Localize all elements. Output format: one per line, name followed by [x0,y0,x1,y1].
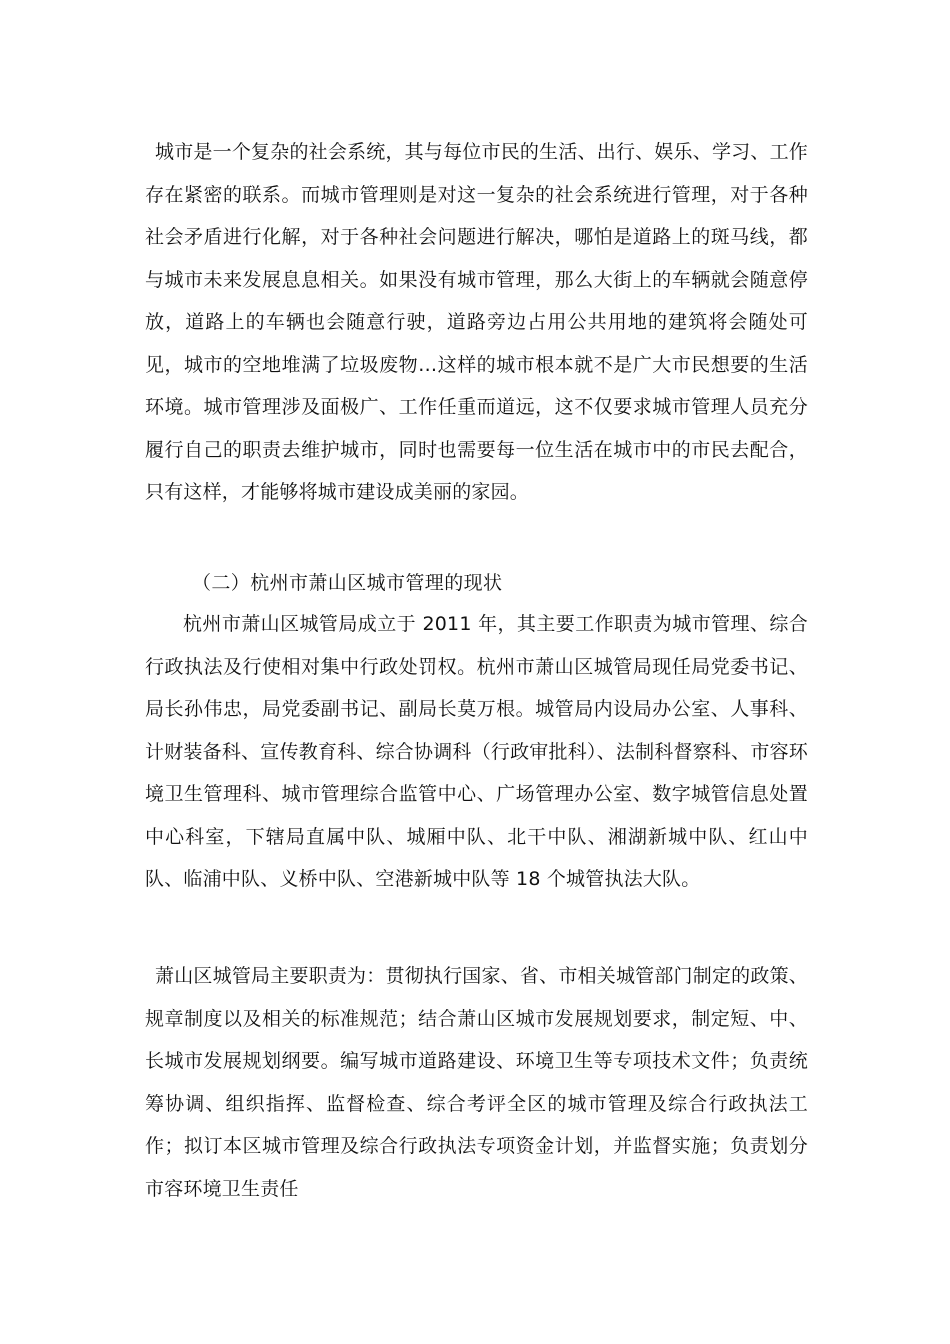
section-heading-current-status: （二）杭州市萧山区城市管理的现状 [192,572,503,594]
body-paragraph-bureau-overview: 杭州市萧山区城管局成立于 2011 年，其主要工作职责为城市管理、综合行政执法及行使相对集中行政处罚权。杭州市萧山区城管局现任局党委书记、局长孙伟忠，局党委副书记、副局长莫万根。城管局内设局办公室、人事科、计财装备科、宣传教育科、综合协调科（行政审批科）、法制科督察科、市容环境卫生管理科、城市管理综合监管中心、广场管理办公室、数字城管信息处置中心科室，下辖局直属中队、城厢中队、北干中队、湘湖新城中队、红山中队、临浦中队、义桥中队、空港新城中队等 18 个城管执法大队。 [145,613,808,890]
body-paragraph-city-management-importance: 城市是一个复杂的社会系统，其与每位市民的生活、出行、娱乐、学习、工作存在紧密的联系。而城市管理则是对这一复杂的社会系统进行管理，对于各种社会矛盾进行化解，对于各种社会问题进行解决，哪怕是道路上的斑马线，都与城市未来发展息息相关。如果没有城市管理，那么大街上的车辆就会随意停放，道路上的车辆也会随意行驶，道路旁边占用公共用地的建筑将会随处可见，城市的空地堆满了垃圾废物…这样的城市根本就不是广大市民想要的生活环境。城市管理涉及面极广、工作任重而道远，这不仅要求城市管理人员充分履行自己的职责去维护城市，同时也需要每一位生活在城市中的市民去配合，只有这样，才能够将城市建设成美丽的家园。 [145,141,808,503]
body-paragraph-bureau-duties: 萧山区城管局主要职责为：贯彻执行国家、省、市相关城管部门制定的政策、规章制度以及相关的标准规范；结合萧山区城市发展规划要求，制定短、中、长城市发展规划纲要。编写城市道路建设、环境卫生等专项技术文件；负责统筹协调、组织指挥、监督检查、综合考评全区的城市管理及综合行政执法工作；拟订本区城市管理及综合行政执法专项资金计划，并监督实施；负责划分市容环境卫生责任 [145,965,808,1200]
